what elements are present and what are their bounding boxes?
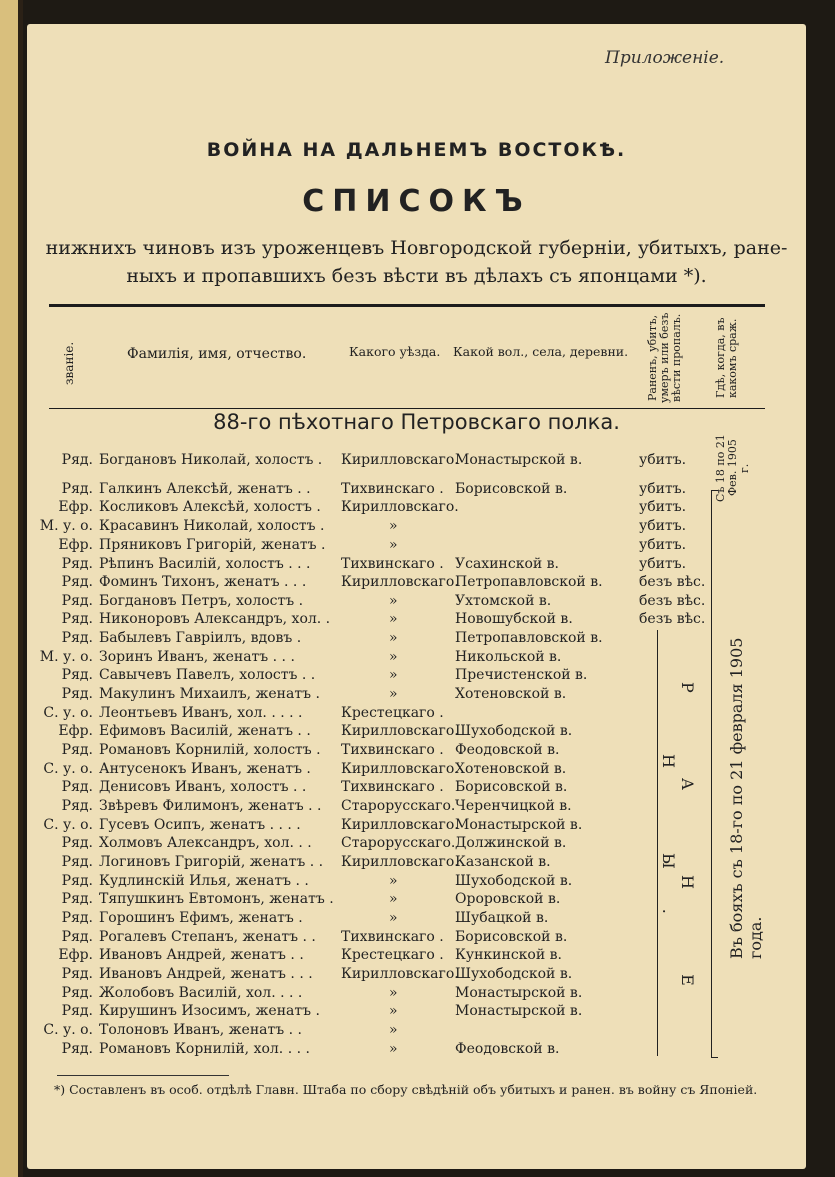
cell-name: Ивановъ Андрей, женатъ . . . bbox=[99, 966, 313, 982]
cell-rank: Ряд. bbox=[61, 1003, 93, 1019]
cell-name: Галкинъ Алексѣй, женатъ . . bbox=[99, 481, 311, 497]
cell-name: Савычевъ Павелъ, холостъ . . bbox=[99, 667, 316, 683]
cell-rank: Ряд. bbox=[61, 910, 93, 926]
cell-name: Никоноровъ Александръ, хол. . bbox=[99, 611, 331, 627]
cell-rank: Ряд. bbox=[61, 686, 93, 702]
cell-village: Борисовской в. bbox=[455, 779, 568, 795]
cell-district: » bbox=[389, 873, 398, 889]
cell-district: Крестецкаго . bbox=[341, 705, 444, 721]
cell-village: Черенчицкой в. bbox=[455, 798, 572, 814]
regiment-title: 88-го пѣхотнаго Петровскаго полка. bbox=[213, 410, 620, 434]
cell-district: Кирилловскаго. bbox=[341, 817, 459, 833]
cell-district: Крестецкаго . bbox=[341, 947, 444, 963]
cell-name: Ефимовъ Василiй, женатъ . . bbox=[99, 723, 311, 739]
header-rule-top bbox=[49, 304, 765, 307]
cell-status: убитъ. bbox=[639, 481, 687, 497]
cell-name: Антусенокъ Иванъ, женатъ . bbox=[99, 761, 311, 777]
cell-village: Шухободской в. bbox=[455, 723, 573, 739]
cell-district: » bbox=[389, 1003, 398, 1019]
cell-district: » bbox=[389, 518, 398, 534]
cell-district: » bbox=[389, 686, 398, 702]
cell-rank: Ряд. bbox=[61, 873, 93, 889]
cell-name: Кирушинъ Изосимъ, женатъ . bbox=[99, 1003, 320, 1019]
cell-rank: С. у. о. bbox=[43, 817, 93, 833]
cell-rank: Ряд. bbox=[61, 929, 93, 945]
column-header-where: Гдѣ, когда, въ какомъ сраж. bbox=[714, 317, 739, 399]
cell-district: » bbox=[389, 985, 398, 1001]
cell-rank: Ряд. bbox=[61, 854, 93, 870]
cell-village: Должинской в. bbox=[455, 835, 567, 851]
column-header-status: Раненъ, убитъ, умеръ или безъ вѣсти пропалъ. bbox=[646, 312, 683, 404]
cell-village: Казанской в. bbox=[455, 854, 551, 870]
cell-village: Усахинской в. bbox=[455, 556, 559, 572]
cell-rank: Ряд. bbox=[61, 1041, 93, 1057]
cell-district: Тихвинскаго . bbox=[341, 556, 444, 572]
document-page bbox=[27, 24, 806, 1169]
cell-district: Кирилловскаго. bbox=[341, 452, 459, 468]
cell-district: » bbox=[389, 910, 398, 926]
cell-village: Феодовской в. bbox=[455, 1041, 560, 1057]
cell-name: Логиновъ Григорiй, женатъ . . bbox=[99, 854, 324, 870]
cell-rank: Ефр. bbox=[58, 723, 93, 739]
cell-name: Горошинъ Ефимъ, женатъ . bbox=[99, 910, 303, 926]
cell-district: Кирилловскаго. bbox=[341, 499, 459, 515]
cell-rank: Ряд. bbox=[61, 742, 93, 758]
cell-name: Жолобовъ Василiй, хол. . . . bbox=[99, 985, 303, 1001]
cell-district: Кирилловскаго. bbox=[341, 854, 459, 870]
cell-status: безъ вѣс. bbox=[639, 574, 706, 590]
cell-name: Романовъ Корнилiй, холостъ . bbox=[99, 742, 321, 758]
cell-rank: Ряд. bbox=[61, 798, 93, 814]
cell-village: Монастырской в. bbox=[455, 817, 583, 833]
cell-village: Кункинской в. bbox=[455, 947, 562, 963]
cell-rank: Ряд. bbox=[61, 611, 93, 627]
cell-name: Пряниковъ Григорiй, женатъ . bbox=[99, 537, 326, 553]
cell-rank: Ряд. bbox=[61, 835, 93, 851]
cell-name: Зоринъ Иванъ, женатъ . . . bbox=[99, 649, 295, 665]
cell-rank: Ряд. bbox=[61, 985, 93, 1001]
cell-rank: Ряд. bbox=[61, 481, 93, 497]
cell-rank: Ряд. bbox=[61, 452, 93, 468]
cell-name: Косликовъ Алексѣй, холостъ . bbox=[99, 499, 321, 515]
cell-name: Бабылевъ Гаврiилъ, вдовъ . bbox=[99, 630, 302, 646]
battle-range-note: Въ бояхъ съ 18-го по 21 февраля 1905 года. bbox=[727, 637, 765, 959]
cell-village: Шухободской в. bbox=[455, 873, 573, 889]
cell-village: Пречистенской в. bbox=[455, 667, 588, 683]
cell-rank: Ряд. bbox=[61, 574, 93, 590]
column-header-village: Какой вол., села, деревни. bbox=[453, 344, 629, 359]
column-header-name: Фамилiя, имя, отчество. bbox=[127, 346, 307, 362]
cell-name: Фоминъ Тихонъ, женатъ . . . bbox=[99, 574, 307, 590]
cell-rank: Ряд. bbox=[61, 630, 93, 646]
cell-village: Никольской в. bbox=[455, 649, 562, 665]
cell-district: » bbox=[389, 1022, 398, 1038]
cell-name: Гусевъ Осипъ, женатъ . . . . bbox=[99, 817, 301, 833]
cell-name: Денисовъ Иванъ, холостъ . . bbox=[99, 779, 307, 795]
cell-name: Романовъ Корнилiй, хол. . . . bbox=[99, 1041, 310, 1057]
book-gutter bbox=[18, 0, 23, 1177]
cell-name: Кудлинскiй Илья, женатъ . . bbox=[99, 873, 309, 889]
footnote: *) Составленъ въ особ. отдѣлѣ Главн. Штаба по сбору свѣдѣнiй объ убитыхъ и ранен. въ войну съ Японiей. bbox=[54, 1082, 758, 1097]
cell-district: » bbox=[389, 593, 398, 609]
column-header-district: Какого уѣзда. bbox=[349, 344, 441, 359]
cell-name: Богдановъ Петръ, холостъ . bbox=[99, 593, 304, 609]
cell-status: безъ вѣс. bbox=[639, 593, 706, 609]
cell-district: » bbox=[389, 891, 398, 907]
cell-name: Рогалевъ Степанъ, женатъ . . bbox=[99, 929, 316, 945]
cell-village: Борисовской в. bbox=[455, 929, 568, 945]
cell-village: Монастырской в. bbox=[455, 1003, 583, 1019]
cell-status: убитъ. bbox=[639, 518, 687, 534]
cell-rank: М. у. о. bbox=[39, 518, 93, 534]
cell-village: Монастырской в. bbox=[455, 985, 583, 1001]
cell-village: Петропавловской в. bbox=[455, 630, 603, 646]
cell-district: » bbox=[389, 1041, 398, 1057]
wounded-label: Р А Н Е Н Ы. bbox=[659, 682, 697, 1026]
war-title: ВОЙНА НА ДАЛЬНЕМЪ ВОСТОКѢ. bbox=[206, 139, 627, 161]
cell-rank: С. у. о. bbox=[43, 761, 93, 777]
cell-village: Шухободской в. bbox=[455, 966, 573, 982]
subtitle-line-2: ныхъ и пропавшихъ безъ вѣсти въ дѣлахъ съ японцами *). bbox=[126, 265, 707, 287]
battle-bracket bbox=[711, 490, 718, 1058]
cell-village: Борисовской в. bbox=[455, 481, 568, 497]
cell-district: Тихвинскаго . bbox=[341, 929, 444, 945]
header-rule-bottom bbox=[49, 408, 765, 409]
cell-name: Холмовъ Александръ, хол. . . bbox=[99, 835, 312, 851]
cell-district: Тихвинскаго . bbox=[341, 742, 444, 758]
cell-name: Красавинъ Николай, холостъ . bbox=[99, 518, 325, 534]
cell-status: убитъ. bbox=[639, 499, 687, 515]
cell-rank: М. у. о. bbox=[39, 649, 93, 665]
cell-rank: С. у. о. bbox=[43, 1022, 93, 1038]
cell-rank: Ефр. bbox=[58, 499, 93, 515]
cell-rank: С. у. о. bbox=[43, 705, 93, 721]
cell-name: Богдановъ Николай, холостъ . bbox=[99, 452, 323, 468]
cell-name: Толоновъ Иванъ, женатъ . . bbox=[99, 1022, 302, 1038]
cell-district: Тихвинскаго . bbox=[341, 481, 444, 497]
cell-village: Хотеновской в. bbox=[455, 761, 567, 777]
cell-name: Ивановъ Андрей, женатъ . . bbox=[99, 947, 304, 963]
cell-status: убитъ. bbox=[639, 452, 687, 468]
cell-district: » bbox=[389, 667, 398, 683]
cell-village: Ороровской в. bbox=[455, 891, 561, 907]
cell-district: Кирилловскаго. bbox=[341, 723, 459, 739]
cell-village: Монастырской в. bbox=[455, 452, 583, 468]
cell-district: Старорусскаго. bbox=[341, 798, 456, 814]
cell-name: Рѣпинъ Василiй, холостъ . . . bbox=[99, 556, 311, 572]
cell-village: Феодовской в. bbox=[455, 742, 560, 758]
cell-rank: Ряд. bbox=[61, 891, 93, 907]
cell-name: Тяпушкинъ Евтомонъ, женатъ . bbox=[99, 891, 334, 907]
cell-rank: Ряд. bbox=[61, 593, 93, 609]
cell-rank: Ефр. bbox=[58, 947, 93, 963]
cell-district: Кирилловскаго. bbox=[341, 574, 459, 590]
battle-dates-first: Съ 18 по 21 Фев. 1905 г. bbox=[714, 434, 751, 502]
cell-status: безъ вѣс. bbox=[639, 611, 706, 627]
appendix-label: Приложенiе. bbox=[605, 48, 725, 68]
subtitle-line-1: нижнихъ чиновъ изъ уроженцевъ Новгородской губернiи, убитыхъ, ране- bbox=[45, 237, 788, 259]
cell-village: Хотеновской в. bbox=[455, 686, 567, 702]
cell-name: Макулинъ Михаилъ, женатъ . bbox=[99, 686, 320, 702]
cell-district: » bbox=[389, 537, 398, 553]
cell-district: » bbox=[389, 611, 398, 627]
footnote-rule bbox=[57, 1075, 229, 1076]
cell-name: Звѣревъ Филимонъ, женатъ . . bbox=[99, 798, 322, 814]
cell-village: Шубацкой в. bbox=[455, 910, 549, 926]
cell-village: Петропавловской в. bbox=[455, 574, 603, 590]
cell-rank: Ефр. bbox=[58, 537, 93, 553]
cell-village: Ухтомской в. bbox=[455, 593, 552, 609]
cell-rank: Ряд. bbox=[61, 966, 93, 982]
cell-district: Кирилловскаго. bbox=[341, 761, 459, 777]
cell-district: » bbox=[389, 649, 398, 665]
cell-village: Новошубской в. bbox=[455, 611, 573, 627]
cell-district: Тихвинскаго . bbox=[341, 779, 444, 795]
cell-district: » bbox=[389, 630, 398, 646]
cell-rank: Ряд. bbox=[61, 667, 93, 683]
column-header-rank: званiе. bbox=[62, 341, 76, 385]
cell-district: Кирилловскаго. bbox=[341, 966, 459, 982]
cell-status: убитъ. bbox=[639, 537, 687, 553]
list-title: СПИСОКЪ bbox=[302, 184, 531, 219]
cell-rank: Ряд. bbox=[61, 779, 93, 795]
cell-status: убитъ. bbox=[639, 556, 687, 572]
cell-district: Старорусскаго. bbox=[341, 835, 456, 851]
cell-rank: Ряд. bbox=[61, 556, 93, 572]
cell-name: Леонтьевъ Иванъ, хол. . . . . bbox=[99, 705, 303, 721]
